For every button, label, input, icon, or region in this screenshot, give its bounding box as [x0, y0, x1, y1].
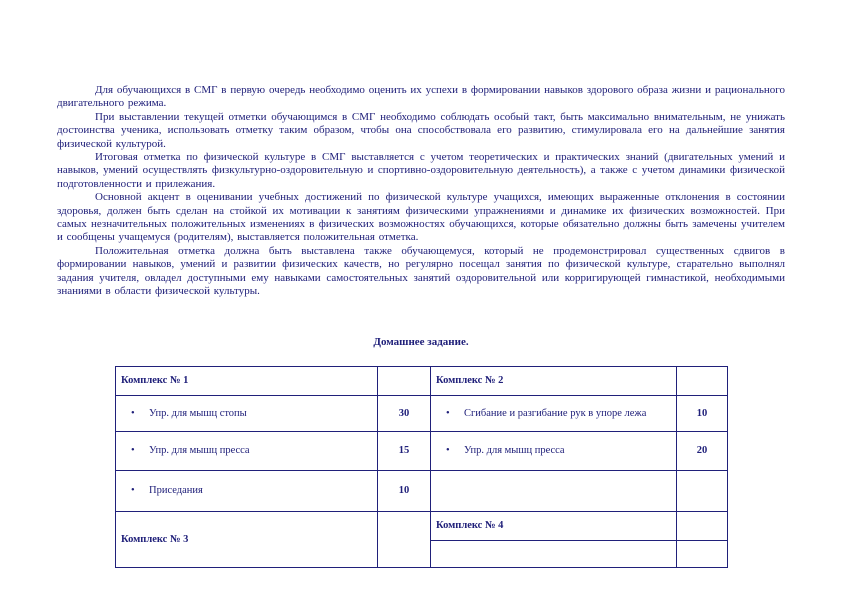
empty-cell: [677, 540, 728, 567]
exercise-text: Упр. для мышц стопы: [149, 407, 247, 419]
bullet-icon: •: [131, 485, 135, 496]
complex-4-label: Комплекс № 4: [431, 511, 677, 540]
body-text: [57, 84, 785, 299]
bullet-icon: •: [131, 407, 135, 419]
table-row: [116, 431, 728, 470]
repetitions-cell: [677, 470, 728, 511]
empty-cell: [431, 540, 677, 567]
homework-table: [115, 366, 728, 568]
exercise-text: Упр. для мышц пресса: [149, 445, 250, 456]
paragraph: При выставлении текущей отметки обучающимся в СМГ необходимо соблюдать особый такт, быть максимально внимательным, не унижать достоинства ученика, использовать отметку таким образом, чтобы она способствовала его развитию, стимулировала его на дальнейшие занятия физической культурой.: [57, 110, 785, 150]
repetitions-cell: 10: [677, 395, 728, 431]
empty-cell: [677, 366, 728, 395]
table-row: [116, 366, 728, 395]
paragraph: Для обучающихся в СМГ в первую очередь необходимо оценить их успехи в формировании навыков здорового образа жизни и рационального двигательного режима.: [57, 84, 785, 110]
exercise-cell: [431, 431, 677, 470]
paragraph: Положительная отметка должна быть выставлена также обучающемуся, который не продемонстрировал существенных сдвигов в формировании навыков, умений и развитии физических качеств, но регулярно посещал занятия по физической культуре, старательно выполнял задания учителя, овладел доступными ему навыками самостоятельных занятий оздоровительной или корригирующей гимнастикой, необходимыми знаниями в области физической культуры.: [57, 244, 785, 298]
bullet-icon: •: [131, 445, 135, 456]
empty-cell: [677, 511, 728, 540]
repetitions-cell: 30: [378, 395, 431, 431]
bullet-icon: •: [446, 445, 450, 456]
empty-cell: [378, 511, 431, 567]
complex-1-label: Комплекс № 1: [116, 366, 378, 395]
complex-2-label: Комплекс № 2: [431, 366, 677, 395]
exercise-text: Сгибание и разгибание рук в упоре лежа: [464, 407, 647, 419]
exercise-text: Приседания: [149, 485, 203, 496]
repetitions-cell: 10: [378, 470, 431, 511]
homework-heading: Домашнее задание.: [373, 335, 469, 348]
complex-3-label: Комплекс № 3: [116, 511, 378, 567]
exercise-text: Упр. для мышц пресса: [464, 445, 565, 456]
paragraph: Итоговая отметка по физической культуре в СМГ выставляется с учетом теоретических и практических знаний (двигательных умений и навыков, умений осуществлять физкультурно-оздоровительную и спортивно-оздоровительную деятельность), а также с учетом динамики физической подготовленности и прилежания.: [57, 151, 785, 190]
table-row: [116, 395, 728, 431]
exercise-cell: [431, 395, 677, 431]
exercise-cell: [116, 395, 378, 431]
repetitions-cell: 15: [378, 431, 431, 470]
paragraph: Основной акцент в оценивании учебных достижений по физической культуре учащихся, имеющих выраженные отклонения в состоянии здоровья, должен быть сделан на стойкой их мотивации к занятиям физическими упражнениями и динамике их физических возможностей. При самых незначительных положительных изменениях в физических возможностях обучающихся, которые обязательно должны быть замечены учителем и сообщены учащемуся (родителям), выставляется положительная отметка.: [57, 191, 785, 244]
exercise-cell: [431, 470, 677, 511]
bullet-icon: •: [446, 407, 450, 419]
repetitions-cell: 20: [677, 431, 728, 470]
table-row: [116, 470, 728, 511]
empty-cell: [378, 366, 431, 395]
table-row: [116, 511, 728, 540]
exercise-cell: [116, 470, 378, 511]
exercise-cell: [116, 431, 378, 470]
